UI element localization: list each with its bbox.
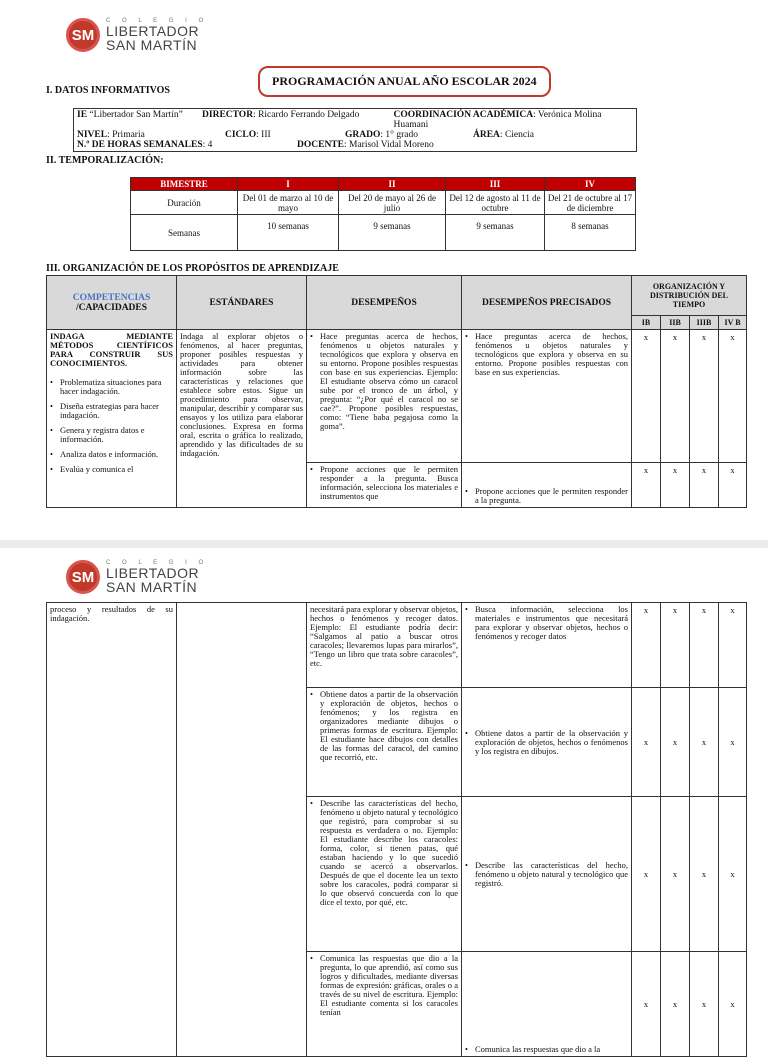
mark-cell: x — [632, 688, 661, 797]
temp-head-bimestre: BIMESTRE — [131, 178, 238, 191]
precisado-text: • Describe las características del hecho, fenómeno u objeto natural y tecnológico que registró. — [465, 861, 628, 888]
ie-value: “Libertador San Martín” — [89, 110, 183, 120]
mark-cell: x — [719, 952, 747, 1057]
duracion-cell: Del 20 de mayo al 26 de julio — [339, 191, 446, 215]
precisado-item — [462, 603, 632, 688]
desempeno-text: • Hace preguntas acerca de hechos, fenómenos u objetos naturales y tecnológicos que explora y observa en su entorno. Propone posibles respuestas con base en sus experiencias. Ejemplo: El estudiante observa cómo un caracol sube por el tronco de un árbol, y pregunta: “¿Por qué el caracol no se cae?”. Propone posibles respuestas, como: “Tiene baba pegajosa como la goma”. — [310, 332, 458, 431]
temp-head-1: I — [238, 178, 339, 191]
desempeno-text: • Describe las características del hecho, fenómeno u objeto natural y tecnológico que registró, para comprobar si su respuesta es verdadera o no. Ejemplo: El estudiante describe los caracoles: forma, color, si tienen patas, qué estaban haciendo y lo que sucedió cuando se acercó a observarlos. Después de que el docente lea un texto sobre los caracoles, podrá comparar si lo que observó concuerda con lo que dice el texto, por qué, etc. — [310, 799, 458, 907]
precisado-text: • Propone acciones que le permiten responder a la pregunta. — [465, 487, 628, 505]
desempeno-item — [307, 952, 462, 1057]
semanas-cell: 9 semanas — [446, 215, 545, 251]
precisado-text: • Comunica las respuestas que dio a la — [465, 1045, 628, 1054]
logo-top: C O L E G I O — [106, 18, 209, 24]
capacidad-item: • Problematiza situaciones para hacer indagación. — [50, 378, 173, 396]
semanas-cell: 8 semanas — [545, 215, 636, 251]
mark-cell: x — [661, 688, 690, 797]
nivel-value: Primaria — [112, 130, 145, 140]
head-comp-1: COMPETENCIAS — [72, 292, 151, 303]
precisado-text: • Busca información, selecciona los materiales e instrumentos que necesitará para explorar y observar objetos, hechos o fenómenos y recoger datos — [465, 605, 628, 641]
logo-mark: SM — [66, 560, 100, 594]
competencia-text: INDAGA MEDIANTE MÉTODOS CIENTÍFICOS PARA CONSTRUIR SUS CONOCIMIENTOS. — [50, 331, 173, 368]
capacidad-item: • Analiza datos e información. — [50, 450, 173, 459]
mark-cell: x — [661, 797, 690, 952]
precisado-item — [462, 330, 632, 463]
desempeno-item — [307, 330, 462, 463]
temporalizacion-table — [130, 177, 636, 251]
school-logo — [66, 18, 208, 52]
area-label: ÁREA — [473, 130, 500, 140]
temp-head-2: II — [339, 178, 446, 191]
section-datos: I. DATOS INFORMATIVOS — [46, 85, 170, 96]
mark-cell: x — [632, 330, 661, 463]
desempeno-text: • Comunica las respuestas que dio a la pregunta, lo que aprendió, así como sus logros y dificultades, mediante diversas formas de expresión: gráficas, orales o a través de su nivel de escritura. Ejemplo: El estudiante comenta si los caracoles tenían — [310, 954, 458, 1017]
logo-top: C O L E G I O — [106, 560, 209, 566]
page-title: PROGRAMACIÓN ANUAL AÑO ESCOLAR 2024 — [258, 66, 551, 97]
logo-line1: LIBERTADOR — [106, 23, 200, 39]
mark-cell: x — [690, 688, 719, 797]
area-value: Ciencia — [504, 130, 534, 140]
precisado-item — [462, 463, 632, 508]
docente-value: Marisol Vidal Moreno — [349, 140, 434, 150]
logo-line2: SAN MARTÍN — [106, 579, 198, 595]
director-label: DIRECTOR — [202, 110, 254, 120]
org-table-page2 — [46, 602, 747, 1057]
duracion-cell: Del 21 de octubre al 17 de diciembre — [545, 191, 636, 215]
mark-cell: x — [661, 603, 690, 688]
estandar-text: Indaga al explorar objetos o fenómenos, al hacer preguntas, proponer posibles respuestas y actividades para obtener información sobre las características y relaciones que establece sobre estos. Sigue un procedimiento para observar, manipular, describir y comparar sus ensayos y los utiliza para elaborar conclusiones. Expresa en forma oral, escrita o gráfica lo realizado, aprendido y las dificultades de su indagación. — [177, 330, 307, 508]
duracion-cell: Del 01 de marzo al 10 de mayo — [238, 191, 339, 215]
capacidad-cont: proceso y resultados de su indagación. — [47, 603, 177, 1057]
org-table-page1 — [46, 275, 747, 508]
horas-label: N.º DE HORAS SEMANALES — [77, 140, 203, 150]
head-b2: IIB — [661, 316, 690, 330]
head-b3: IIIB — [690, 316, 719, 330]
info-box: IE “Libertador San Martín” DIRECTOR: Ricardo Ferrando Delgado COORDINACIÓN ACADÉMICA: Verónica Molina Huamani NIVEL: Primaria CICLO: III GRADO: 1° grado ÁREA: Ciencia N.º DE HORAS SEMANALES: 4 DOCENTE: Marisol Vidal Moreno — [73, 108, 637, 152]
capacidad-item: • Diseña estrategias para hacer indagación. — [50, 402, 173, 420]
mark-cell: x — [690, 463, 719, 508]
desempeno-item — [307, 688, 462, 797]
section-temporalizacion: II. TEMPORALIZACIÓN: — [46, 155, 164, 166]
director-value: Ricardo Ferrando Delgado — [258, 110, 360, 120]
precisado-text: • Hace preguntas acerca de hechos, fenómenos u objetos naturales y tecnológicos que explora y observa en su entorno. Propone posibles respuestas con base en sus experiencias. — [465, 332, 628, 377]
precisado-item — [462, 688, 632, 797]
mark-cell: x — [690, 952, 719, 1057]
section-organizacion: III. ORGANIZACIÓN DE LOS PROPÓSITOS DE APRENDIZAJE — [46, 263, 339, 274]
capacidad-item: • Evalúa y comunica el — [50, 465, 173, 474]
grado-value: 1° grado — [385, 130, 418, 140]
head-desempenos: DESEMPEÑOS — [307, 276, 462, 330]
ciclo-value: III — [261, 130, 271, 140]
mark-cell: x — [632, 603, 661, 688]
desempeno-item — [307, 463, 462, 508]
head-distribucion: ORGANIZACIÓN Y DISTRIBUCIÓN DEL TIEMPO — [632, 276, 747, 316]
temp-head-3: III — [446, 178, 545, 191]
docente-label: DOCENTE — [297, 140, 344, 150]
precisado-item — [462, 797, 632, 952]
mark-cell: x — [661, 952, 690, 1057]
ciclo-label: CICLO — [225, 130, 257, 140]
head-b1: IB — [632, 316, 661, 330]
mark-cell: x — [690, 603, 719, 688]
head-competencias — [47, 276, 177, 330]
coord-value: Verónica Molina Huamani — [393, 110, 602, 130]
duracion-cell: Del 12 de agosto al 11 de octubre — [446, 191, 545, 215]
precisado-item — [462, 952, 632, 1057]
mark-cell: x — [661, 463, 690, 508]
ie-label: IE — [77, 110, 88, 120]
page2-table-wrap — [46, 602, 746, 1054]
school-logo-2 — [66, 560, 208, 594]
duracion-label: Duración — [131, 191, 238, 215]
mark-cell: x — [632, 797, 661, 952]
grado-label: GRADO — [345, 130, 381, 140]
mark-cell: x — [719, 688, 747, 797]
competencia-cell — [47, 330, 177, 508]
mark-cell: x — [661, 330, 690, 463]
mark-cell: x — [719, 330, 747, 463]
mark-cell: x — [719, 603, 747, 688]
desempeno-cont: necesitará para explorar y observar objetos, hechos o fenómenos y recoger datos. Ejemplo: El estudiante podría decir: “Salgamos al patio a buscar otros caracoles; llevaremos lupas para mirarlos”, “Tengo un libro que trata sobre caracoles”, etc. — [307, 603, 462, 688]
mark-cell: x — [690, 797, 719, 952]
mark-cell: x — [690, 330, 719, 463]
capacidad-item: • Genera y registra datos e información. — [50, 426, 173, 444]
logo-mark: SM — [66, 18, 100, 52]
head-comp-2: /CAPACIDADES — [75, 302, 148, 313]
precisado-text: • Obtiene datos a partir de la observación y exploración de objetos, hechos o fenómenos y los registra en dibujos. — [465, 729, 628, 756]
semanas-label: Semanas — [131, 215, 238, 251]
desempeno-text: • Propone acciones que le permiten responder a la pregunta. Busca información, selecciona los materiales e instrumentos que — [310, 465, 458, 501]
temp-head-4: IV — [545, 178, 636, 191]
semanas-cell: 9 semanas — [339, 215, 446, 251]
coord-label: COORDINACIÓN ACADÉMICA — [393, 110, 534, 120]
mark-cell: x — [719, 797, 747, 952]
desempeno-text: • Obtiene datos a partir de la observación y exploración de objetos, hechos o fenómenos; y los registra en organizadores mediante dibujos o primeras formas de escritura. Ejemplo: El estudiante hace dibujos con detalles de las formas del caracol, del camino que recorrió, etc. — [310, 690, 458, 762]
horas-value: 4 — [207, 140, 213, 150]
head-estandares: ESTÁNDARES — [177, 276, 307, 330]
logo-line2: SAN MARTÍN — [106, 37, 198, 53]
page-separator — [0, 540, 768, 548]
estandar-empty — [177, 603, 307, 1057]
head-desempenos-precisados: DESEMPEÑOS PRECISADOS — [462, 276, 632, 330]
mark-cell: x — [719, 463, 747, 508]
nivel-label: NIVEL — [77, 130, 108, 140]
mark-cell: x — [632, 463, 661, 508]
mark-cell: x — [632, 952, 661, 1057]
head-b4: IV B — [719, 316, 747, 330]
desempeno-item — [307, 797, 462, 952]
logo-line1: LIBERTADOR — [106, 565, 200, 581]
semanas-cell: 10 semanas — [238, 215, 339, 251]
